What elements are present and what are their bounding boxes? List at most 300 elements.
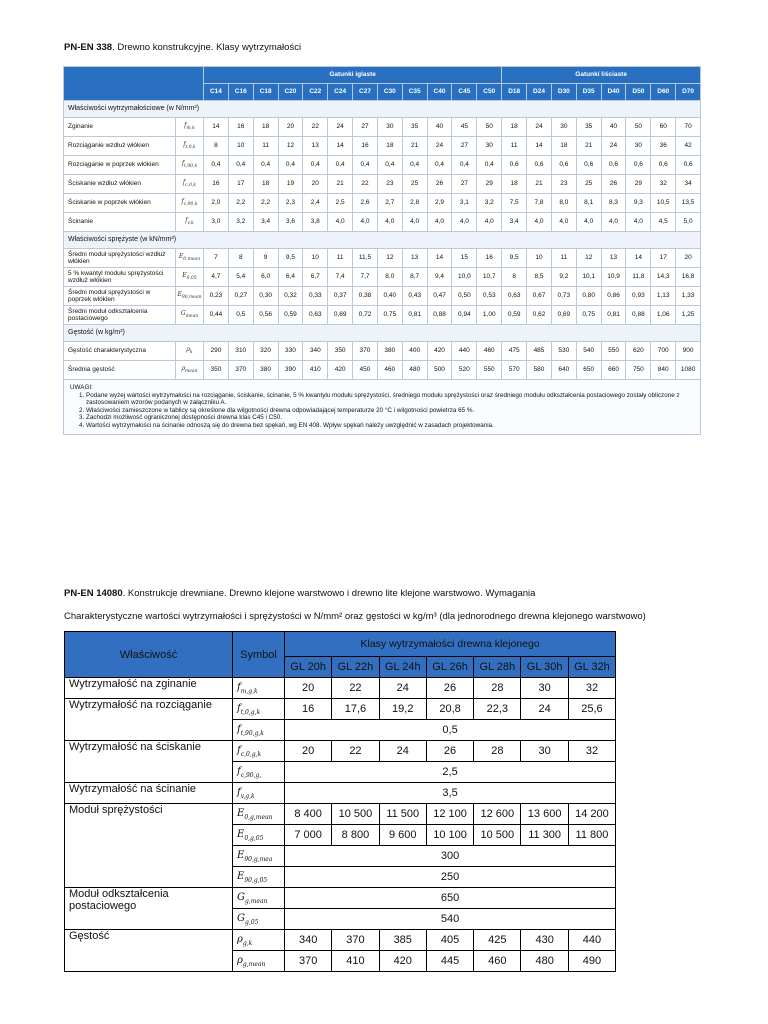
value-cell: 4,0 bbox=[551, 213, 576, 232]
value-cell: 14 bbox=[626, 249, 651, 268]
class-header: D70 bbox=[676, 84, 701, 101]
value-cell: 580 bbox=[527, 361, 552, 380]
notes-cell bbox=[64, 380, 701, 435]
value-cell: 370 bbox=[353, 342, 378, 361]
value-cell: 20 bbox=[676, 249, 701, 268]
value-cell: 10,9 bbox=[601, 268, 626, 287]
value-cell: 0,4 bbox=[228, 156, 253, 175]
property-symbol: $f_{m,k}$ bbox=[176, 118, 204, 137]
value-cell: 310 bbox=[228, 342, 253, 361]
value-cell: 11,8 bbox=[626, 268, 651, 287]
value-cell: 0,75 bbox=[576, 306, 601, 325]
value-cell: 40 bbox=[427, 118, 452, 137]
value-cell: 420 bbox=[379, 951, 426, 972]
property-symbol: $f_{v,g,k}$ bbox=[233, 783, 285, 804]
value-cell: 45 bbox=[452, 118, 477, 137]
class-header: C20 bbox=[278, 84, 303, 101]
value-cell: 370 bbox=[228, 361, 253, 380]
property-symbol: $f_{t,0,k}$ bbox=[176, 137, 204, 156]
class-header: C24 bbox=[328, 84, 353, 101]
value-cell: 24 bbox=[427, 137, 452, 156]
value-cell: 350 bbox=[204, 361, 229, 380]
value-cell: 22 bbox=[303, 118, 328, 137]
class-header: C50 bbox=[477, 84, 502, 101]
table-row bbox=[64, 156, 701, 175]
property-name: Średnia gęstość bbox=[64, 361, 176, 380]
value-cell: 290 bbox=[204, 342, 229, 361]
value-cell: 11 500 bbox=[379, 804, 426, 825]
merged-value: 650 bbox=[285, 888, 616, 909]
group-header-row bbox=[64, 67, 701, 84]
value-cell: 3,2 bbox=[228, 213, 253, 232]
value-cell: 8,5 bbox=[527, 268, 552, 287]
class-header: GL 30h bbox=[521, 657, 568, 678]
value-cell: 370 bbox=[285, 951, 332, 972]
value-cell: 16 bbox=[353, 137, 378, 156]
value-cell: 0,32 bbox=[278, 287, 303, 306]
merged-value: 300 bbox=[285, 846, 616, 867]
value-cell: 4,0 bbox=[527, 213, 552, 232]
value-cell: 0,73 bbox=[551, 287, 576, 306]
value-cell: 0,63 bbox=[502, 287, 527, 306]
value-cell: 0,59 bbox=[278, 306, 303, 325]
value-cell: 1,33 bbox=[676, 287, 701, 306]
class-header: GL 24h bbox=[379, 657, 426, 678]
table-row bbox=[64, 361, 701, 380]
class-header: D50 bbox=[626, 84, 651, 101]
value-cell: 440 bbox=[452, 342, 477, 361]
value-cell: 7,7 bbox=[353, 268, 378, 287]
value-cell: 460 bbox=[377, 361, 402, 380]
value-cell: 13 bbox=[303, 137, 328, 156]
value-cell: 3,4 bbox=[502, 213, 527, 232]
value-cell: 10,7 bbox=[477, 268, 502, 287]
value-cell: 620 bbox=[626, 342, 651, 361]
value-cell: 20,8 bbox=[426, 699, 473, 720]
value-cell: 3,1 bbox=[452, 194, 477, 213]
value-cell: 9,5 bbox=[502, 249, 527, 268]
property-symbol: $f_{m,g,k}$ bbox=[233, 678, 285, 699]
property-name: Rozciąganie wzdłuż włókien bbox=[64, 137, 176, 156]
value-cell: 21 bbox=[527, 175, 552, 194]
value-cell: 8,1 bbox=[576, 194, 601, 213]
value-cell: 36 bbox=[651, 137, 676, 156]
value-cell: 650 bbox=[576, 361, 601, 380]
merged-value: 540 bbox=[285, 909, 616, 930]
value-cell: 425 bbox=[474, 930, 521, 951]
property-name: Moduł sprężystości bbox=[65, 804, 233, 888]
value-cell: 5,0 bbox=[676, 213, 701, 232]
class-header: GL 28h bbox=[474, 657, 521, 678]
property-symbol: $\rho_{mean}$ bbox=[176, 361, 204, 380]
value-cell: 29 bbox=[477, 175, 502, 194]
class-header: C27 bbox=[353, 84, 378, 101]
property-symbol: $f_{c,0,g,k}$ bbox=[233, 741, 285, 762]
value-cell: 18 bbox=[502, 118, 527, 137]
value-cell: 3,8 bbox=[303, 213, 328, 232]
value-cell: 2,5 bbox=[328, 194, 353, 213]
group-hardwood: Gatunki liściaste bbox=[502, 67, 701, 84]
value-cell: 9,5 bbox=[278, 249, 303, 268]
value-cell: 410 bbox=[303, 361, 328, 380]
value-cell: 12 bbox=[278, 137, 303, 156]
value-cell: 660 bbox=[601, 361, 626, 380]
value-cell: 450 bbox=[353, 361, 378, 380]
value-cell: 0,23 bbox=[204, 287, 229, 306]
value-cell: 480 bbox=[521, 951, 568, 972]
property-name: Gęstość charakterystyczna bbox=[64, 342, 176, 361]
value-cell: 13,5 bbox=[676, 194, 701, 213]
property-name: Ściskanie w poprzek włókien bbox=[64, 194, 176, 213]
value-cell: 10,5 bbox=[651, 194, 676, 213]
property-name: Wytrzymałość na ścinanie bbox=[65, 783, 233, 804]
value-cell: 4,0 bbox=[626, 213, 651, 232]
property-symbol: $E_{90,mean}$ bbox=[176, 287, 204, 306]
value-cell: 22 bbox=[332, 678, 379, 699]
value-cell: 2,3 bbox=[278, 194, 303, 213]
value-cell: 350 bbox=[328, 342, 353, 361]
section-row bbox=[64, 101, 701, 118]
value-cell: 30 bbox=[377, 118, 402, 137]
value-cell: 540 bbox=[576, 342, 601, 361]
value-cell: 420 bbox=[427, 342, 452, 361]
value-cell: 445 bbox=[426, 951, 473, 972]
value-cell: 20 bbox=[285, 741, 332, 762]
value-cell: 0,63 bbox=[303, 306, 328, 325]
property-name: Wytrzymałość na rozciąganie bbox=[65, 699, 233, 741]
value-cell: 24 bbox=[601, 137, 626, 156]
value-cell: 70 bbox=[676, 118, 701, 137]
value-cell: 520 bbox=[452, 361, 477, 380]
value-cell: 10 bbox=[303, 249, 328, 268]
value-cell: 28 bbox=[474, 741, 521, 762]
value-cell: 0,88 bbox=[427, 306, 452, 325]
value-cell: 840 bbox=[651, 361, 676, 380]
value-cell: 0,27 bbox=[228, 287, 253, 306]
value-cell: 27 bbox=[452, 137, 477, 156]
value-cell: 24 bbox=[328, 118, 353, 137]
value-cell: 330 bbox=[278, 342, 303, 361]
value-cell: 12 bbox=[377, 249, 402, 268]
value-cell: 18 bbox=[502, 175, 527, 194]
merged-value: 2,5 bbox=[285, 762, 616, 783]
table-row bbox=[64, 342, 701, 361]
value-cell: 8,0 bbox=[551, 194, 576, 213]
value-cell: 17 bbox=[228, 175, 253, 194]
property-symbol: $E_{90,g,05}$ bbox=[233, 867, 285, 888]
value-cell: 0,81 bbox=[601, 306, 626, 325]
value-cell: 7,4 bbox=[328, 268, 353, 287]
value-cell: 0,30 bbox=[253, 287, 278, 306]
value-cell: 460 bbox=[474, 951, 521, 972]
value-cell: 0,4 bbox=[253, 156, 278, 175]
value-cell: 1080 bbox=[676, 361, 701, 380]
table-row bbox=[65, 930, 616, 951]
value-cell: 2,8 bbox=[402, 194, 427, 213]
class-header: D24 bbox=[527, 84, 552, 101]
value-cell: 19 bbox=[278, 175, 303, 194]
value-cell: 0,69 bbox=[551, 306, 576, 325]
class-header: C16 bbox=[228, 84, 253, 101]
value-cell: 26 bbox=[601, 175, 626, 194]
value-cell: 0,40 bbox=[377, 287, 402, 306]
value-cell: 18 bbox=[253, 118, 278, 137]
value-cell: 0,6 bbox=[676, 156, 701, 175]
value-cell: 8 400 bbox=[285, 804, 332, 825]
doc1-title: PN-EN 338. Drewno konstrukcyjne. Klasy wytrzymałości bbox=[64, 42, 302, 53]
value-cell: 10 500 bbox=[332, 804, 379, 825]
value-cell: 11 bbox=[328, 249, 353, 268]
section-title: Gęstość (w kg/m³) bbox=[64, 325, 701, 342]
class-header: D35 bbox=[576, 84, 601, 101]
value-cell: 8 bbox=[228, 249, 253, 268]
value-cell: 9 bbox=[253, 249, 278, 268]
property-symbol: $E_{0,05}$ bbox=[176, 268, 204, 287]
value-cell: 5,4 bbox=[228, 268, 253, 287]
value-cell: 10,0 bbox=[452, 268, 477, 287]
value-cell: 0,4 bbox=[328, 156, 353, 175]
class-header: C35 bbox=[402, 84, 427, 101]
value-cell: 380 bbox=[377, 342, 402, 361]
value-cell: 14,3 bbox=[651, 268, 676, 287]
value-cell: 0,4 bbox=[204, 156, 229, 175]
value-cell: 570 bbox=[502, 361, 527, 380]
note-item: 1. Podane wyżej wartości wytrzymałości na rozciąganie, ściskanie, ścinanie, 5 % kwantylu modułu sprężystości, średniego modułu sprężystości oraz średniego modułu odkształcenia postaciowego zostały obliczone z zastosowaniem wzorów podanych w załączniku A. bbox=[86, 392, 694, 407]
value-cell: 0,86 bbox=[601, 287, 626, 306]
value-cell: 0,6 bbox=[576, 156, 601, 175]
value-cell: 12 600 bbox=[474, 804, 521, 825]
strength-classes-table bbox=[63, 66, 701, 435]
value-cell: 0,6 bbox=[601, 156, 626, 175]
value-cell: 10 100 bbox=[426, 825, 473, 846]
value-cell: 26 bbox=[426, 678, 473, 699]
value-cell: 2,0 bbox=[204, 194, 229, 213]
value-cell: 3,0 bbox=[204, 213, 229, 232]
value-cell: 0,94 bbox=[452, 306, 477, 325]
property-symbol: $f_{t,90,k}$ bbox=[176, 156, 204, 175]
value-cell: 23 bbox=[551, 175, 576, 194]
value-cell: 8 bbox=[502, 268, 527, 287]
note-item: 3. Zachodzi możliwość ograniczonej dostępności drewna klas C45 i C50. bbox=[86, 414, 694, 422]
value-cell: 9 600 bbox=[379, 825, 426, 846]
class-header: C22 bbox=[303, 84, 328, 101]
value-cell: 2,2 bbox=[228, 194, 253, 213]
value-cell: 0,81 bbox=[402, 306, 427, 325]
value-cell: 13 bbox=[402, 249, 427, 268]
value-cell: 2,4 bbox=[303, 194, 328, 213]
value-cell: 25 bbox=[402, 175, 427, 194]
class-header: C18 bbox=[253, 84, 278, 101]
value-cell: 30 bbox=[477, 137, 502, 156]
table-row bbox=[64, 118, 701, 137]
value-cell: 11 bbox=[551, 249, 576, 268]
value-cell: 0,56 bbox=[253, 306, 278, 325]
value-cell: 490 bbox=[568, 951, 615, 972]
value-cell: 32 bbox=[568, 741, 615, 762]
value-cell: 10 500 bbox=[474, 825, 521, 846]
value-cell: 1,06 bbox=[651, 306, 676, 325]
value-cell: 16,8 bbox=[676, 268, 701, 287]
value-cell: 10,1 bbox=[576, 268, 601, 287]
value-cell: 0,6 bbox=[551, 156, 576, 175]
property-name: Zginanie bbox=[64, 118, 176, 137]
value-cell: 475 bbox=[502, 342, 527, 361]
merged-value: 0,5 bbox=[285, 720, 616, 741]
value-cell: 14 bbox=[527, 137, 552, 156]
value-cell: 0,67 bbox=[527, 287, 552, 306]
value-cell: 2,9 bbox=[427, 194, 452, 213]
notes-row bbox=[64, 380, 701, 435]
header-row-1 bbox=[65, 632, 616, 657]
value-cell: 500 bbox=[427, 361, 452, 380]
class-header: D18 bbox=[502, 84, 527, 101]
value-cell: 16 bbox=[285, 699, 332, 720]
value-cell: 0,4 bbox=[303, 156, 328, 175]
value-cell: 24 bbox=[527, 118, 552, 137]
value-cell: 380 bbox=[253, 361, 278, 380]
value-cell: 30 bbox=[521, 678, 568, 699]
value-cell: 0,47 bbox=[427, 287, 452, 306]
value-cell: 60 bbox=[651, 118, 676, 137]
value-cell: 0,80 bbox=[576, 287, 601, 306]
glulam-classes-table bbox=[64, 631, 616, 972]
group-softwood: Gatunki iglaste bbox=[204, 67, 502, 84]
value-cell: 18 bbox=[551, 137, 576, 156]
value-cell: 50 bbox=[626, 118, 651, 137]
property-name: Rozciąganie w poprzek włókien bbox=[64, 156, 176, 175]
table-row bbox=[65, 783, 616, 804]
value-cell: 8,7 bbox=[402, 268, 427, 287]
value-cell: 1,00 bbox=[477, 306, 502, 325]
table-row bbox=[65, 699, 616, 720]
value-cell: 14 200 bbox=[568, 804, 615, 825]
property-symbol: $E_{0,g,mean}$ bbox=[233, 804, 285, 825]
value-cell: 0,72 bbox=[353, 306, 378, 325]
value-cell: 10 bbox=[228, 137, 253, 156]
value-cell: 900 bbox=[676, 342, 701, 361]
value-cell: 8,3 bbox=[601, 194, 626, 213]
value-cell: 530 bbox=[551, 342, 576, 361]
value-cell: 0,37 bbox=[328, 287, 353, 306]
value-cell: 320 bbox=[253, 342, 278, 361]
value-cell: 29 bbox=[626, 175, 651, 194]
value-cell: 22 bbox=[353, 175, 378, 194]
value-cell: 40 bbox=[601, 118, 626, 137]
value-cell: 0,75 bbox=[377, 306, 402, 325]
value-cell: 0,6 bbox=[527, 156, 552, 175]
value-cell: 11 300 bbox=[521, 825, 568, 846]
class-header: C14 bbox=[204, 84, 229, 101]
value-cell: 4,7 bbox=[204, 268, 229, 287]
value-cell: 11,5 bbox=[353, 249, 378, 268]
table-row bbox=[65, 678, 616, 699]
value-cell: 34 bbox=[676, 175, 701, 194]
section-row bbox=[64, 325, 701, 342]
table-row bbox=[64, 213, 701, 232]
value-cell: 0,4 bbox=[353, 156, 378, 175]
value-cell: 0,6 bbox=[651, 156, 676, 175]
value-cell: 14 bbox=[427, 249, 452, 268]
value-cell: 21 bbox=[402, 137, 427, 156]
value-cell: 8 800 bbox=[332, 825, 379, 846]
class-header: D60 bbox=[651, 84, 676, 101]
merged-value: 3,5 bbox=[285, 783, 616, 804]
value-cell: 0,59 bbox=[502, 306, 527, 325]
value-cell: 0,4 bbox=[427, 156, 452, 175]
note-item: 2. Właściwości zamieszczone w tablicy są określone dla wilgotności drewna odpowiadającej temperaturze 20 °C i wilgotności powietrza 65 %. bbox=[86, 407, 694, 415]
property-symbol: $G_{g,05}$ bbox=[233, 909, 285, 930]
value-cell: 0,44 bbox=[204, 306, 229, 325]
value-cell: 2,7 bbox=[377, 194, 402, 213]
value-cell: 21 bbox=[328, 175, 353, 194]
value-cell: 26 bbox=[426, 741, 473, 762]
table-row bbox=[65, 741, 616, 762]
value-cell: 340 bbox=[303, 342, 328, 361]
value-cell: 3,6 bbox=[278, 213, 303, 232]
value-cell: 14 bbox=[328, 137, 353, 156]
class-header: GL 20h bbox=[285, 657, 332, 678]
value-cell: 0,88 bbox=[626, 306, 651, 325]
value-cell: 9,3 bbox=[626, 194, 651, 213]
value-cell: 0,38 bbox=[353, 287, 378, 306]
class-header: C30 bbox=[377, 84, 402, 101]
property-symbol: $f_{v,k}$ bbox=[176, 213, 204, 232]
value-cell: 28 bbox=[474, 678, 521, 699]
value-cell: 7,5 bbox=[502, 194, 527, 213]
value-cell: 24 bbox=[521, 699, 568, 720]
class-header: C40 bbox=[427, 84, 452, 101]
property-symbol: $E_{0,mean}$ bbox=[176, 249, 204, 268]
notes-list bbox=[70, 392, 694, 430]
value-cell: 0,4 bbox=[452, 156, 477, 175]
value-cell: 4,0 bbox=[377, 213, 402, 232]
class-header: GL 32h bbox=[568, 657, 615, 678]
class-header: D40 bbox=[601, 84, 626, 101]
value-cell: 9,4 bbox=[427, 268, 452, 287]
value-cell: 27 bbox=[353, 118, 378, 137]
value-cell: 0,50 bbox=[452, 287, 477, 306]
value-cell: 0,53 bbox=[477, 287, 502, 306]
value-cell: 480 bbox=[402, 361, 427, 380]
value-cell: 7 000 bbox=[285, 825, 332, 846]
table-row bbox=[64, 137, 701, 156]
value-cell: 8,0 bbox=[377, 268, 402, 287]
value-cell: 25,6 bbox=[568, 699, 615, 720]
value-cell: 26 bbox=[427, 175, 452, 194]
table-row bbox=[65, 888, 616, 909]
value-cell: 8 bbox=[204, 137, 229, 156]
property-name: Wytrzymałość na zginanie bbox=[65, 678, 233, 699]
class-header: D30 bbox=[551, 84, 576, 101]
value-cell: 10 bbox=[527, 249, 552, 268]
value-cell: 400 bbox=[402, 342, 427, 361]
value-cell: 0,6 bbox=[626, 156, 651, 175]
value-cell: 4,0 bbox=[328, 213, 353, 232]
property-symbol: $\rho_{g,k}$ bbox=[233, 930, 285, 951]
value-cell: 390 bbox=[278, 361, 303, 380]
property-name: Średni moduł sprężystości wzdłuż włókien bbox=[64, 249, 176, 268]
value-cell: 16 bbox=[228, 118, 253, 137]
notes-title: UWAGI: bbox=[70, 384, 93, 391]
value-cell: 4,0 bbox=[353, 213, 378, 232]
value-cell: 7,8 bbox=[527, 194, 552, 213]
value-cell: 21 bbox=[576, 137, 601, 156]
class-header: GL 22h bbox=[332, 657, 379, 678]
value-cell: 30 bbox=[521, 741, 568, 762]
column-property: Właściwość bbox=[65, 632, 233, 678]
property-symbol: $\rho_k$ bbox=[176, 342, 204, 361]
property-symbol: $f_{c,0,k}$ bbox=[176, 175, 204, 194]
